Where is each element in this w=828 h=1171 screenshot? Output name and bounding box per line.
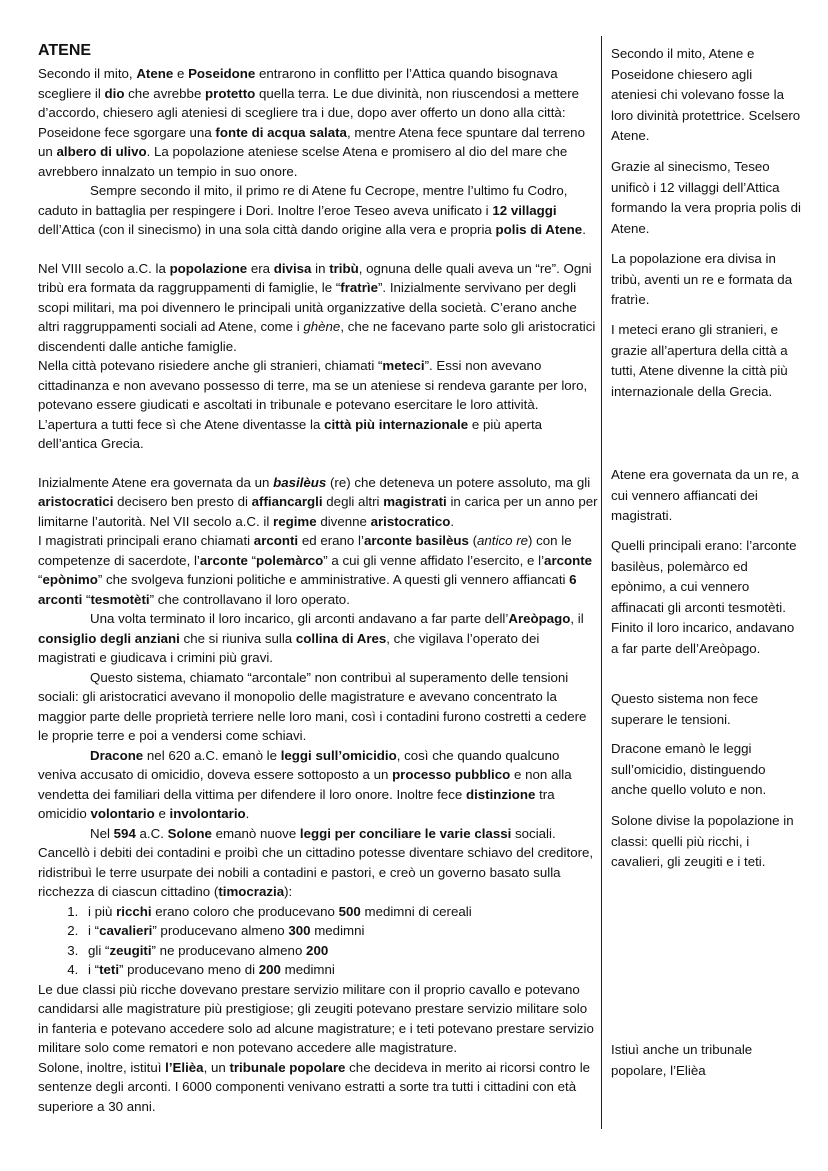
list-item: 3. gli “zeugiti” ne producevano almeno 200: [82, 941, 598, 961]
paragraph-servizio: Le due classi più ricche dovevano prestare servizio militare con il proprio cavallo e potevano candidarsi alle magistrature più prestigiose; gli zeugiti potevano prestare servizio militare solo in fanteria e potevano accedere solo ad alcune magistrature; e i teti potevano prestare servizio militare solo come rematori e non potevano accedere alle magistrature.: [38, 981, 594, 1055]
paragraph-kings: Sempre secondo il mito, il primo re di Atene fu Cecrope, mentre l’ultimo fu Codro, caduto in battaglia per respingere i Dori. Inoltre l’eroe Teseo aveva unificato i 12 villaggi dell’Attica (con il sinecismo) in una sola città dando origine alla vera e propria polis di Atene.: [38, 183, 586, 237]
spacer: [38, 240, 598, 259]
paragraph-meteci: Nella città potevano risiedere anche gli stranieri, chiamati “meteci”. Essi non avevano cittadinanza e non avevano possesso di terre, ma se un ateniese si rendeva garante per loro, potevano essere giudicati e ascoltati in tribunale e potevano esercitare le loro attività. L’apertura a tutti fece sì che Atene diventasse la città più internazionale e più aperta dell’antica Grecia.: [38, 358, 588, 451]
list-item: 4. i “teti” producevano meno di 200 medimni: [82, 960, 598, 980]
side-note-8: Dracone emanò le leggi sull’omicidio, distinguendo anche quello voluto e non.: [611, 741, 767, 797]
side-note-5: Atene era governata da un re, a cui vennero affiancati dei magistrati.: [611, 467, 799, 523]
main-column: [38, 40, 598, 1116]
side-note-2: Grazie al sinecismo, Teseo unificò i 12 villaggi dell’Attica formando la vera propria polis di Atene.: [611, 159, 801, 236]
paragraph-solone: Nel 594 a.C. Solone emanò nuove leggi per conciliare le varie classi sociali.: [90, 825, 556, 841]
spacer: [38, 454, 598, 473]
paragraph-sistema: Questo sistema, chiamato “arcontale” non contribuì al superamento delle tensioni sociali: gli aristocratici avevano il monopolio delle magistrature e avevano concentrato la maggior parte delle proprietà terriere nelle loro mani, così i contadini furono costretti a cedere le proprie terre e poi a vendersi come schiavi.: [38, 669, 587, 743]
paragraph-areopago: Una volta terminato il loro incarico, gli arconti andavano a far parte dell’Areòpago, il consiglio degli anziani che si riuniva sulla collina di Ares, che vigilava l’operato dei magistrati e giudicava i crimini più gravi.: [38, 611, 584, 665]
side-note-4: I meteci erano gli stranieri, e grazie all’apertura della città a tutti, Atene divenne la città più internazionale della Grecia.: [611, 322, 788, 399]
side-note-10: Istiuì anche un tribunale popolare, l’Elièa: [611, 1042, 753, 1078]
side-note-3: La popolazione era divisa in tribù, aventi un re e formata da fratrìe.: [611, 251, 793, 307]
page-title: ATENE: [38, 42, 92, 59]
column-divider: [601, 36, 602, 1129]
list-item: 2. i “cavalieri” producevano almeno 300 medimni: [82, 921, 598, 941]
paragraph-arconti: I magistrati principali erano chiamati arconti ed erano l’arconte basilèus (antico re) con le competenze di sacerdote, l’arconte “polemàrco” a cui gli venne affidato l’esercito, e l’arconte “epònimo” che svolgeva funzioni politiche e amministrative. A questi gli vennero affiancati 6 arconti “tesmotèti” che controllavano il loro operato.: [38, 533, 593, 607]
side-note-1: Secondo il mito, Atene e Poseidone chiesero agli ateniesi chi volevano fosse la loro divinità protettrice. Scelsero Atene.: [611, 46, 801, 143]
side-note-7: Questo sistema non fece superare le tensioni.: [611, 691, 759, 727]
side-note-6: Quelli principali erano: l’arconte basilèus, polemàrco ed epònimo, a cui vennero affinacati gli arconti tesmotèti. Finito il loro incarico, andavano a far parte dell’Areòpago.: [611, 538, 797, 656]
paragraph-myth: Secondo il mito, Atene e Poseidone entrarono in conflitto per l’Attica quando bisognava scegliere il dio che avrebbe protetto quella terra. Le due divinità, non riuscendosi a mettere d’accordo, chiesero agli ateniesi di scegliere tra i due, dopo aver offerto un dono alla città: Poseidone fece sgorgare una fonte di acqua salata, mentre Atena fece spuntare dal terreno un albero di ulivo. La popolazione ateniese scelse Atena e promisero al dio del mare che avrebbero innalzato un tempio in suo onore.: [38, 66, 585, 179]
paragraph-tribes: Nel VIII secolo a.C. la popolazione era divisa in tribù, ognuna delle quali aveva un “re”. Ogni tribù era formata da raggruppamenti di famiglie, le “fratrìe”. Inizialmente servivano per degli scopi militari, ma poi divennero le principali unità organizzative della società. C’erano anche altri raggruppamenti sociali ad Atene, come i ghène, che ne facevano parte solo gli aristocratici discendenti dalle antiche famiglie.: [38, 260, 596, 354]
paragraph-dracone: Dracone nel 620 a.C. emanò le leggi sull’omicidio, così che quando qualcuno veniva accusato di omicidio, doveva essere sottoposto a un processo pubblico e non alla vendetta dei familiari della vittima per difendere il loro onore. Inoltre fece distinzione tra omicidio volontario e involontario.: [38, 747, 572, 821]
class-list: [38, 902, 598, 980]
paragraph-basileus: Inizialmente Atene era governata da un basilèus (re) che deteneva un potere assoluto, ma gli aristocratici decisero ben presto di affiancargli degli altri magistrati in carica per un anno per limitarne l’autorità. Nel VII secolo a.C. il regime divenne aristocratico.: [38, 474, 598, 529]
paragraph-eliea: Solone, inoltre, istituì l’Elièa, un tribunale popolare che decideva in merito ai ricorsi contro le sentenze degli arconti. I 6000 componenti venivano estratti a sorte tra tutti i cittadini con età superiore a 30 anni.: [38, 1059, 591, 1114]
list-item: 1. i più ricchi erano coloro che producevano 500 medimni di cereali: [82, 902, 598, 922]
paragraph-timocrazia: Cancellò i debiti dei contadini e proibì che un cittadino potesse diventare schiavo del creditore, ridistribuì le terre usurpate dei nobili a contadini e pastori, e creò un governo basato sulla ricchezza di ciascun cittadino (timocrazia):: [38, 845, 594, 899]
side-note-9: Solone divise la popolazione in classi: quelli più ricchi, i cavalieri, gli zeugiti e i teti.: [611, 813, 794, 869]
